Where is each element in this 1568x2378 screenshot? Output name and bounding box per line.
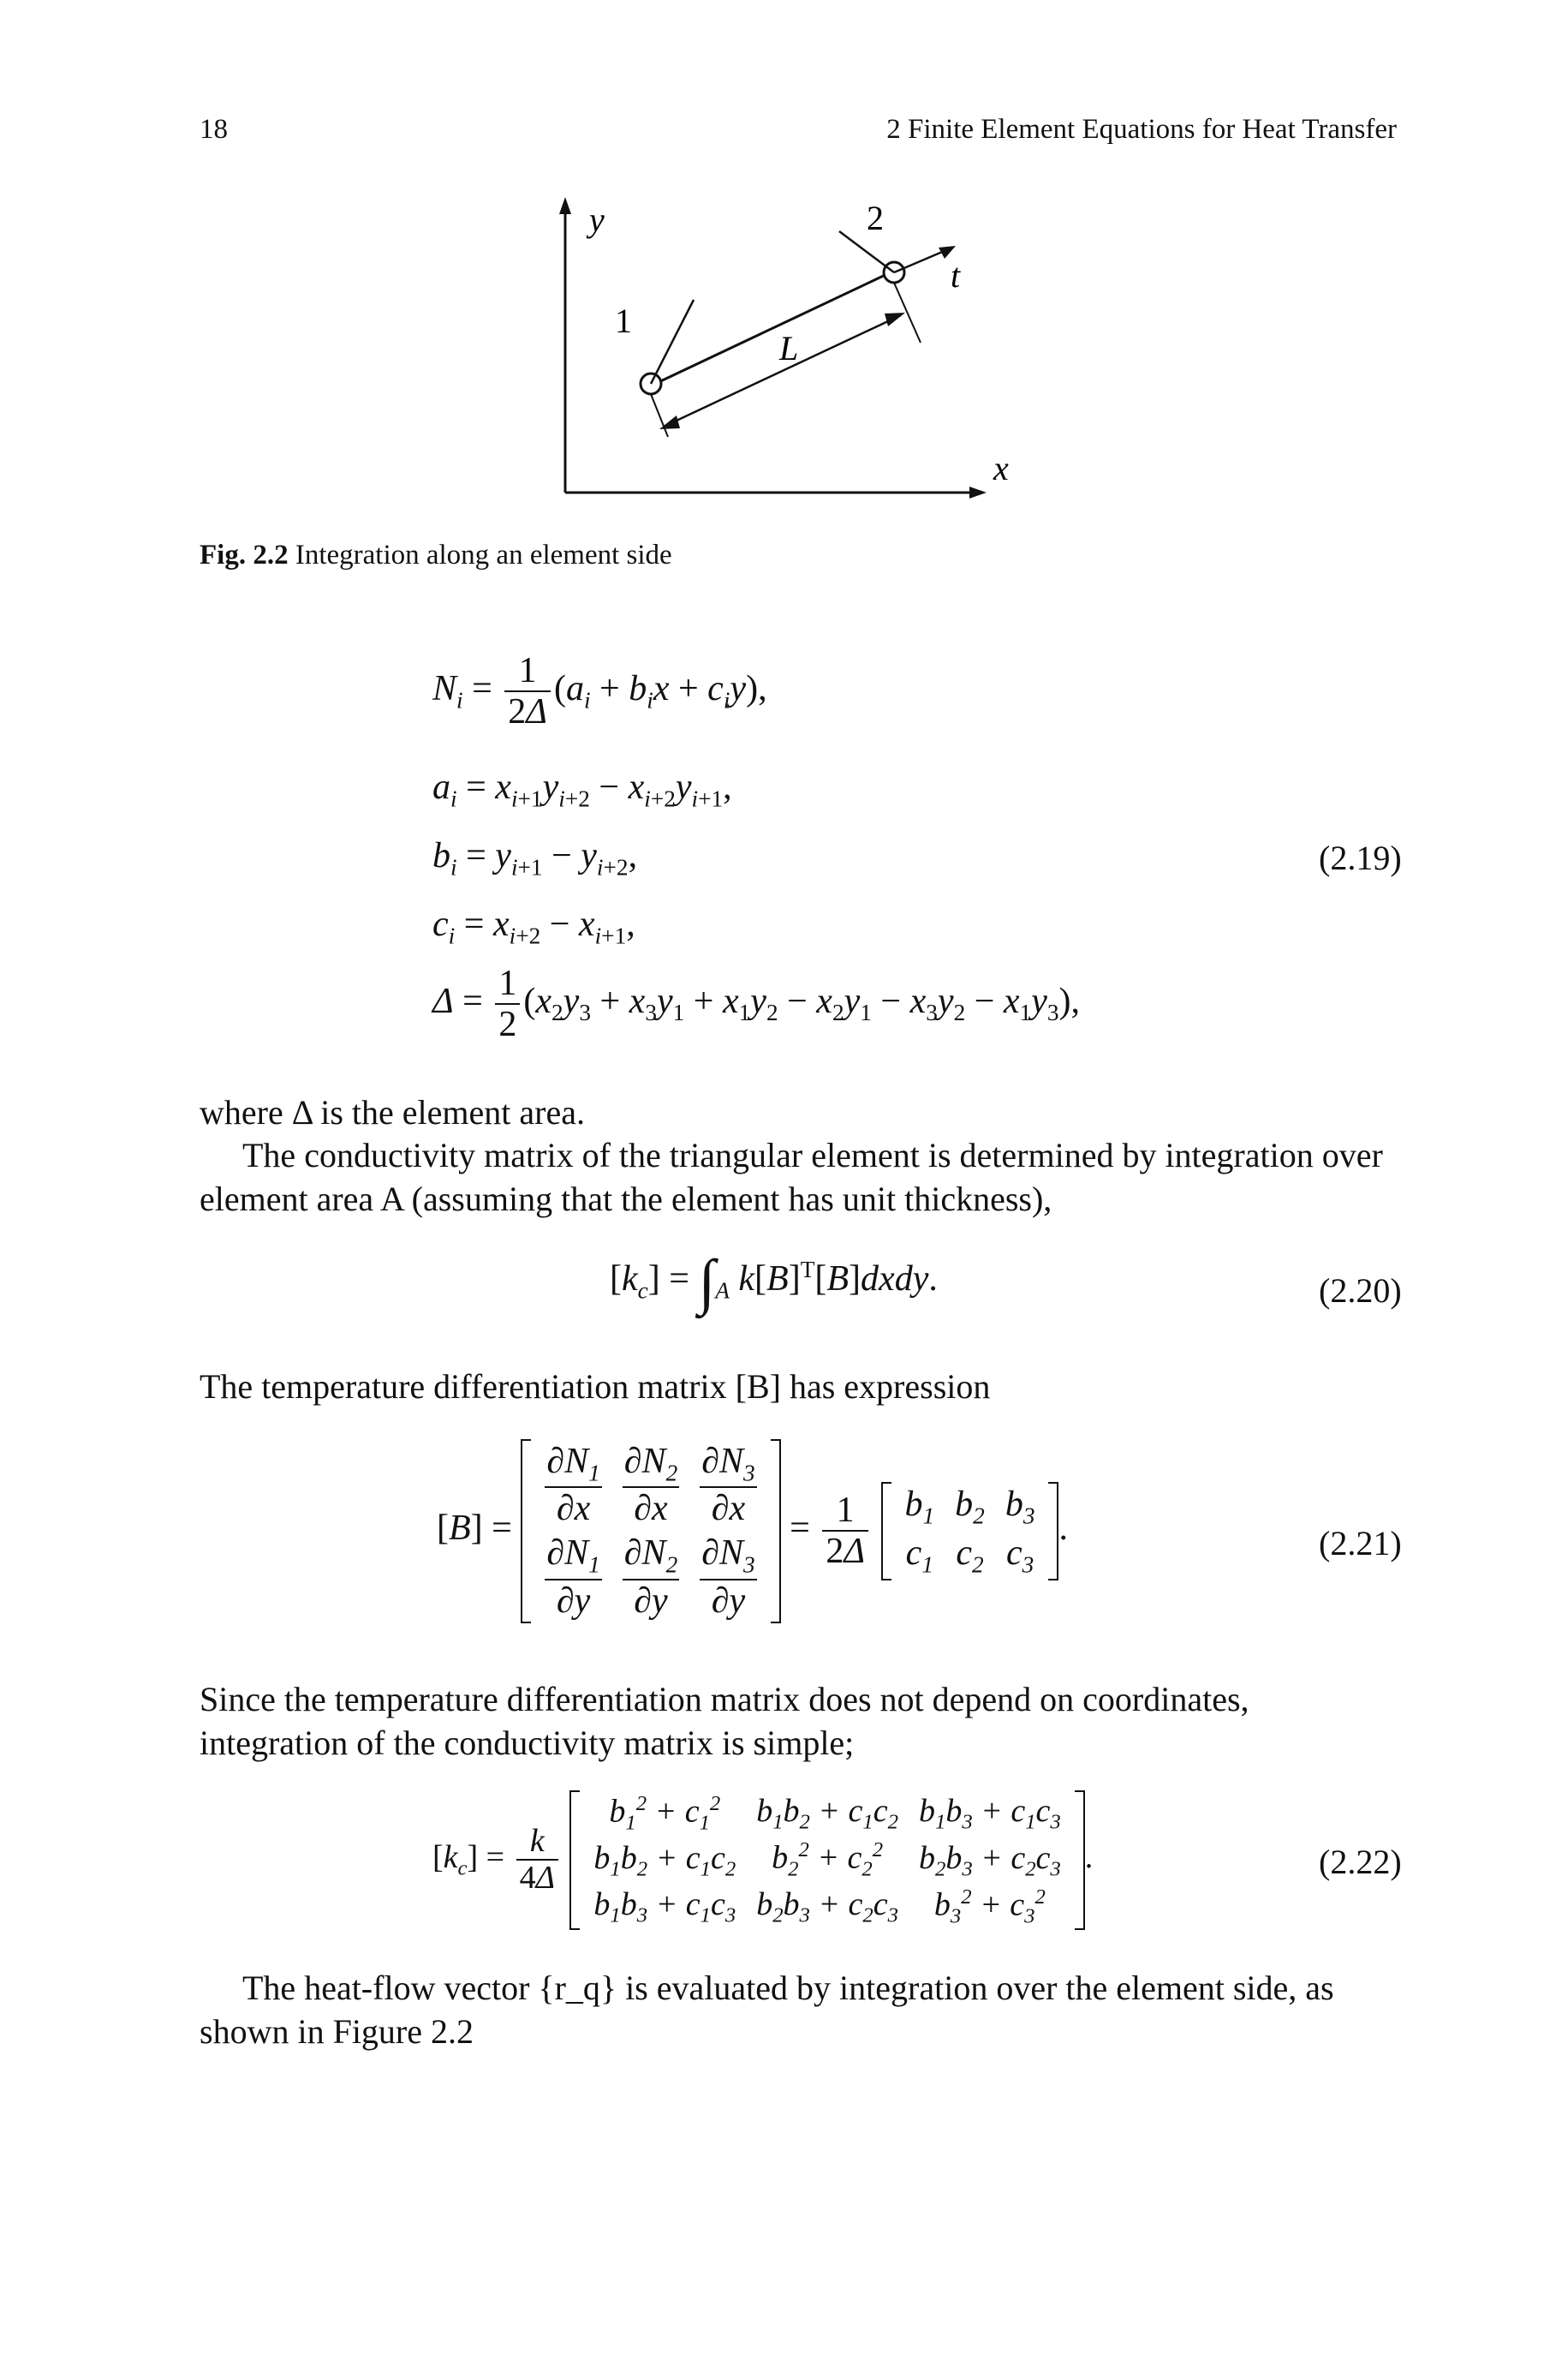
- node-1-label: 1: [615, 302, 632, 340]
- page-number: 18: [200, 114, 228, 145]
- eq-2-22-number: (2.22): [1319, 1843, 1402, 1881]
- eq-2-21-number: (2.21): [1319, 1524, 1402, 1562]
- extension-line-1: [651, 394, 668, 437]
- extension-line-2: [894, 283, 921, 343]
- paragraph-heat-flow: The heat-flow vector {r_q} is evaluated by integration over the element side, as shown in Figure 2.2: [200, 1969, 1334, 2051]
- eq-b-i: $b_i = y_{i+1} - y_{i+2}$,: [432, 836, 638, 881]
- figure-caption-text: Integration along an element side: [295, 540, 672, 571]
- node-2-leader: [839, 231, 894, 272]
- paragraph-simple-integration: Since the temperature differentiation matrix does not depend on coordinates, integration of the conductivity matrix is simple;: [200, 1680, 1249, 1762]
- eq-shape-function: $N_i$ = $\frac{1}{2\Delta}$ $(a_i + b_ix + c_iy)$,: [432, 651, 767, 732]
- where-delta-text: where Δ is the element area.: [200, 1093, 585, 1132]
- tangent-line: [894, 250, 946, 272]
- eq-2-20-number: (2.20): [1319, 1271, 1402, 1310]
- x-axis-arrowhead: [969, 487, 987, 499]
- figure-caption: [200, 540, 672, 571]
- eq-conductivity-matrix: $[k_c]$ = $\frac{k}{4\Delta}$ $b_1^2 + c_1^2$ $b_1b_2 + c_1c_2$ $b_1b_3 + c_1c_3$ $b_1b_2 + c_1c_2$ $b_2^2 + c_2^2$ $b_2b_3 + c_2c_3$ $b_1b_3 + c_1c_3$ $b_2b_3 + c_2c_3$ $b_3^2 + c_3^2$ .: [432, 1790, 1093, 1930]
- tangent-label: t: [951, 256, 961, 295]
- eq-c-i: $c_i = x_{i+2} - x_{i+1}$,: [432, 905, 635, 949]
- node-1-leader: [651, 300, 694, 384]
- eq-2-19-number: (2.19): [1319, 839, 1402, 877]
- figure-caption-label: Fig. 2.2: [200, 540, 289, 571]
- eq-b-matrix: [B] = $\frac{\partial N_1}{\partial x}$ $\frac{\partial N_2}{\partial x}$ $\frac{\partial N_3}{\partial x}$ $\frac{\partial N_1}{\partial y}$ $\frac{\partial N_2}{\partial y}$ $\frac{\partial N_3}{\partial y}$ = $\frac{1}{2\Delta}$ $b_1$ $b_2$ $b_3$ $c_1$ $c_2$ $c_3$ .: [437, 1439, 1068, 1623]
- element-side-line: [655, 272, 891, 384]
- node-2-label: 2: [867, 199, 884, 237]
- b-matrix-coefficients: $b_1$ $b_2$ $b_3$ $c_1$ $c_2$ $c_3$: [881, 1482, 1059, 1580]
- b-matrix-derivatives: $\frac{\partial N_1}{\partial x}$ $\frac{\partial N_2}{\partial x}$ $\frac{\partial N_3}{\partial x}$ $\frac{\partial N_1}{\partial y}$ $\frac{\partial N_2}{\partial y}$ $\frac{\partial N_3}{\partial y}$: [521, 1439, 780, 1623]
- figure-element-side: [531, 188, 1062, 514]
- paragraph-conductivity: The conductivity matrix of the triangular element is determined by integration over element area A (assuming that the element has unit thickness),: [200, 1136, 1383, 1218]
- y-axis-label: y: [589, 200, 605, 239]
- x-axis-label: x: [993, 449, 1009, 487]
- conductivity-matrix-entries: $b_1^2 + c_1^2$ $b_1b_2 + c_1c_2$ $b_1b_3 + c_1c_3$ $b_1b_2 + c_1c_2$ $b_2^2 + c_2^2$ $b_2b_3 + c_2c_3$ $b_1b_3 + c_1c_3$ $b_2b_3 + c_2c_3$ $b_3^2 + c_3^2$: [569, 1790, 1084, 1930]
- y-axis-arrowhead: [559, 197, 571, 214]
- eq-delta-area: Δ = $\frac{1}{2}$ $(x_2y_3 + x_3y_1 + x_1y_2 - x_2y_1 - x_3y_2 - x_1y_3)$,: [432, 964, 1081, 1045]
- running-title: 2 Finite Element Equations for Heat Transfer: [886, 114, 1397, 145]
- eq-a-i: $a_i = x_{i+1}y_{i+2} - x_{i+2}y_{i+1}$,: [432, 768, 732, 812]
- length-arrowhead-right: [885, 313, 905, 326]
- paragraph-b-matrix: The temperature differentiation matrix [B] has expression: [200, 1367, 991, 1406]
- eq-conductivity-integral: $[k_c] = \int_A$ $k[B]^T[B]dxdy$.: [610, 1247, 938, 1316]
- length-label: L: [779, 329, 799, 367]
